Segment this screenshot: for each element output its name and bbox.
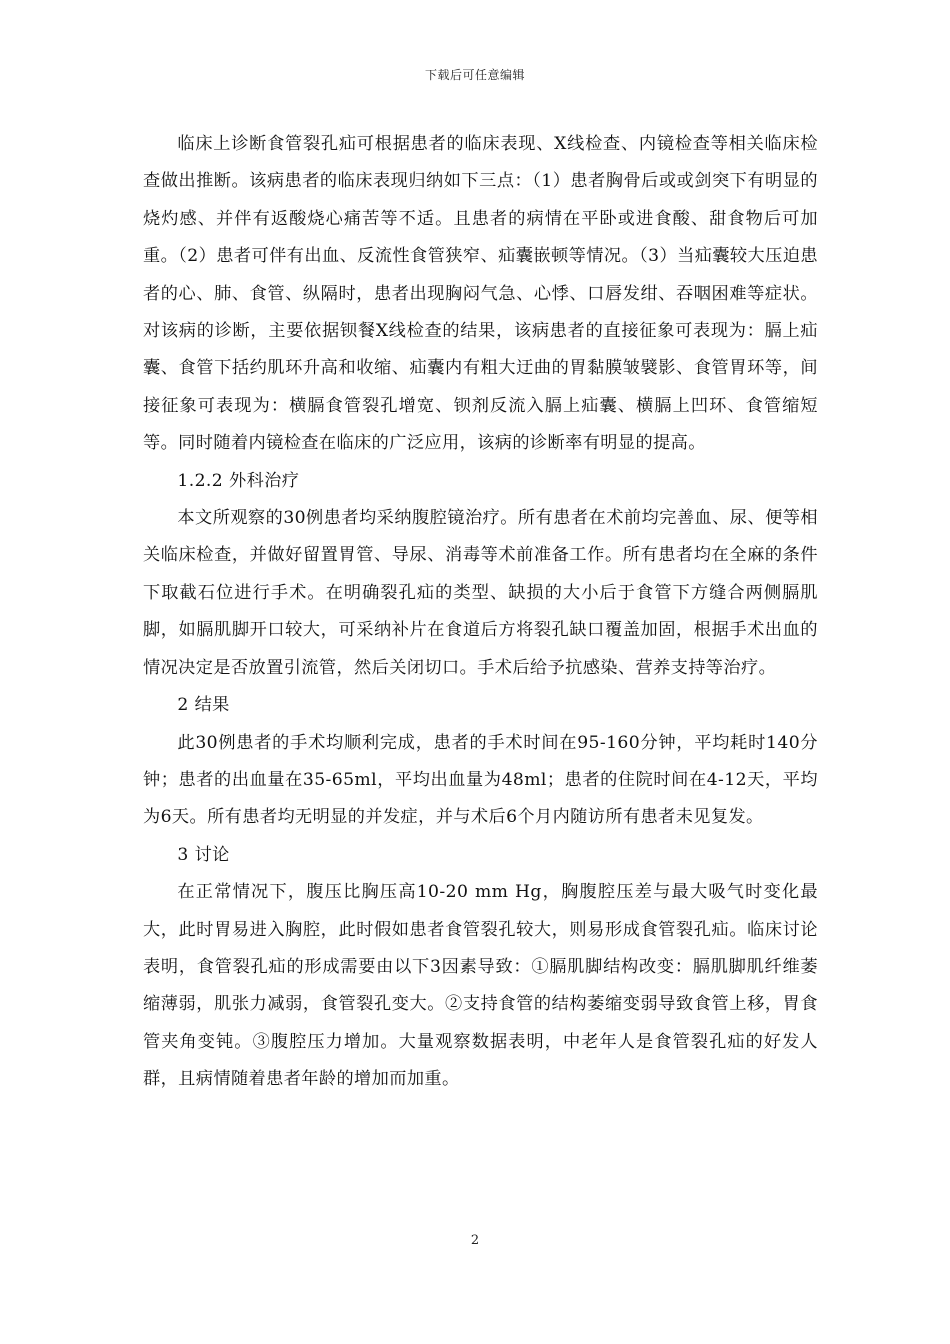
document-body — [143, 126, 818, 1099]
heading-discussion: 3 讨论 — [177, 844, 230, 865]
heading-results: 2 结果 — [177, 695, 230, 716]
paragraph-diagnosis: 临床上诊断食管裂孔疝可根据患者的临床表现、X线检查、内镜检查等相关临床检查做出推断。该病患者的临床表现归纳如下三点：（1）患者胸骨后或或剑突下有明显的烧灼感、并伴有返酸烧心痛苦等不适。且患者的病情在平卧或进食酸、甜食物后可加重。（2）患者可伴有出血、反流性食管狭窄、疝囊嵌顿等情况。（3）当疝囊较大压迫患者的心、肺、食管、纵隔时，患者出现胸闷气急、心悸、口唇发绀、吞咽困难等症状。对该病的诊断，主要依据钡餐X线检查的结果，该病患者的直接征象可表现为：膈上疝囊、食管下括约肌环升高和收缩、疝囊内有粗大迂曲的胃黏膜皱襞影、食管胃环等，间接征象可表现为：横膈食管裂孔增宽、钡剂反流入膈上疝囊、横膈上凹环、食管缩短等。同时随着内镜检查在临床的广泛应用，该病的诊断率有明显的提高。 — [143, 134, 818, 454]
page-number: 2 — [470, 1233, 480, 1248]
page-header: 下载后可任意编辑 — [424, 68, 525, 82]
heading-surgical-treatment: 1.2.2 外科治疗 — [177, 470, 300, 491]
paragraph-discussion: 在正常情况下，腹压比胸压高10-20 mm Hg，胸腹腔压差与最大吸气时变化最大，此时胃易进入胸腔，此时假如患者食管裂孔较大，则易形成食管裂孔疝。临床讨论表明，食管裂孔疝的形成需要由以下3因素导致：①膈肌脚结构改变：膈肌脚肌纤维萎缩薄弱，肌张力减弱，食管裂孔变大。②支持食管的结构萎缩变弱导致食管上移，胃食管夹角变钝。③腹腔压力增加。大量观察数据表明，中老年人是食管裂孔疝的好发人群，且病情随着患者年龄的增加而加重。 — [143, 882, 818, 1090]
paragraph-results: 此30例患者的手术均顺利完成，患者的手术时间在95-160分钟，平均耗时140分钟；患者的出血量在35-65ml，平均出血量为48ml；患者的住院时间在4-12天，平均为6天。所有患者均无明显的并发症，并与术后6个月内随访所有患者未见复发。 — [143, 732, 818, 828]
paragraph-surgical-treatment: 本文所观察的30例患者均采纳腹腔镜治疗。所有患者在术前均完善血、尿、便等相关临床检查，并做好留置胃管、导尿、消毒等术前准备工作。所有患者均在全麻的条件下取截石位进行手术。在明确裂孔疝的类型、缺损的大小后于食管下方缝合两侧膈肌脚，如膈肌脚开口较大，可采纳补片在食道后方将裂孔缺口覆盖加固，根据手术出血的情况决定是否放置引流管，然后关闭切口。手术后给予抗感染、营养支持等治疗。 — [143, 508, 818, 678]
